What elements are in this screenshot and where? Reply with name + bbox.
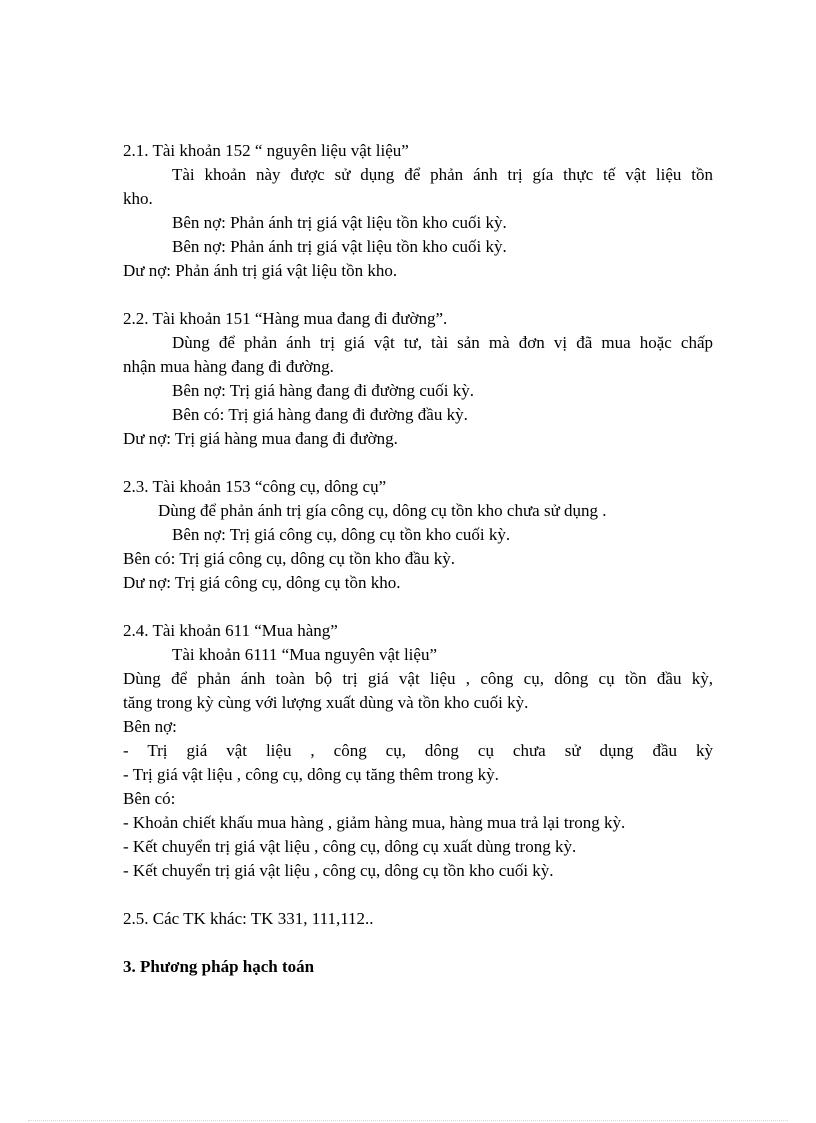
section-2-3-heading: 2.3. Tài khoản 153 “công cụ, dông cụ” xyxy=(123,477,387,496)
section-2-4-credit-item-1: - Khoản chiết khấu mua hàng , giảm hàng mua, hàng mua trả lại trong kỳ. xyxy=(123,813,626,832)
section-2-4-credit-item-2: - Kết chuyển trị giá vật liệu , công cụ, dông cụ xuất dùng trong kỳ. xyxy=(123,837,577,856)
section-2-2-description-line-2: nhận mua hàng đang đi đường. xyxy=(123,357,334,376)
section-2-4-description-line-1: Dùng để phản ánh toàn bộ trị giá vật liệu , công cụ, dông cụ tồn đầu kỳ, xyxy=(123,669,713,688)
section-2-1-balance: Dư nợ: Phản ánh trị giá vật liệu tồn kho. xyxy=(123,261,398,280)
section-2-1-debit-line-2: Bên nợ: Phản ánh trị giá vật liệu tồn kho cuối kỳ. xyxy=(172,237,507,256)
section-3-heading: 3. Phương pháp hạch toán xyxy=(123,957,315,976)
section-2-4-debit-item-2: - Trị giá vật liệu , công cụ, dông cụ tăng thêm trong kỳ. xyxy=(123,765,499,784)
section-2-3-debit: Bên nợ: Trị giá công cụ, dông cụ tồn kho cuối kỳ. xyxy=(172,525,511,544)
section-2-1-description-line-2: kho. xyxy=(123,189,153,208)
section-2-1-description-line-1: Tài khoản này được sử dụng để phản ánh trị gía thực tế vật liệu tồn xyxy=(172,165,713,184)
page-bottom-divider xyxy=(28,1120,788,1121)
section-2-3-description: Dùng để phản ánh trị gía công cụ, dông cụ tồn kho chưa sử dụng . xyxy=(158,501,607,520)
section-2-4-debit-label: Bên nợ: xyxy=(123,717,177,736)
section-2-2-heading: 2.2. Tài khoản 151 “Hàng mua đang đi đường”. xyxy=(123,309,448,328)
section-2-2-balance: Dư nợ: Trị giá hàng mua đang đi đường. xyxy=(123,429,398,448)
section-2-4-sub-heading: Tài khoản 6111 “Mua nguyên vật liệu” xyxy=(172,645,437,664)
section-2-4-debit-item-1: - Trị giá vật liệu , công cụ, dông cụ chưa sử dụng đầu kỳ xyxy=(123,741,713,760)
section-2-1-debit-line-1: Bên nợ: Phản ánh trị giá vật liệu tồn kho cuối kỳ. xyxy=(172,213,507,232)
section-2-2-description-line-1: Dùng để phản ánh trị giá vật tư, tài sản mà đơn vị đã mua hoặc chấp xyxy=(172,333,713,352)
section-2-4-credit-label: Bên có: xyxy=(123,789,176,808)
section-2-4-credit-item-3: - Kết chuyển trị giá vật liệu , công cụ, dông cụ tồn kho cuối kỳ. xyxy=(123,861,554,880)
section-2-4-description-line-2: tăng trong kỳ cùng với lượng xuất dùng và tồn kho cuối kỳ. xyxy=(123,693,529,712)
section-2-3-balance: Dư nợ: Trị giá công cụ, dông cụ tồn kho. xyxy=(123,573,401,592)
section-2-1-heading: 2.1. Tài khoản 152 “ nguyên liệu vật liệu” xyxy=(123,141,409,160)
section-2-4-heading: 2.4. Tài khoản 611 “Mua hàng” xyxy=(123,621,338,640)
section-2-2-credit: Bên có: Trị giá hàng đang đi đường đầu kỳ. xyxy=(172,405,468,424)
section-2-2-debit: Bên nợ: Trị giá hàng đang đi đường cuối kỳ. xyxy=(172,381,475,400)
section-2-3-credit: Bên có: Trị giá công cụ, dông cụ tồn kho đầu kỳ. xyxy=(123,549,455,568)
section-2-5-heading: 2.5. Các TK khác: TK 331, 111,112.. xyxy=(123,909,374,928)
